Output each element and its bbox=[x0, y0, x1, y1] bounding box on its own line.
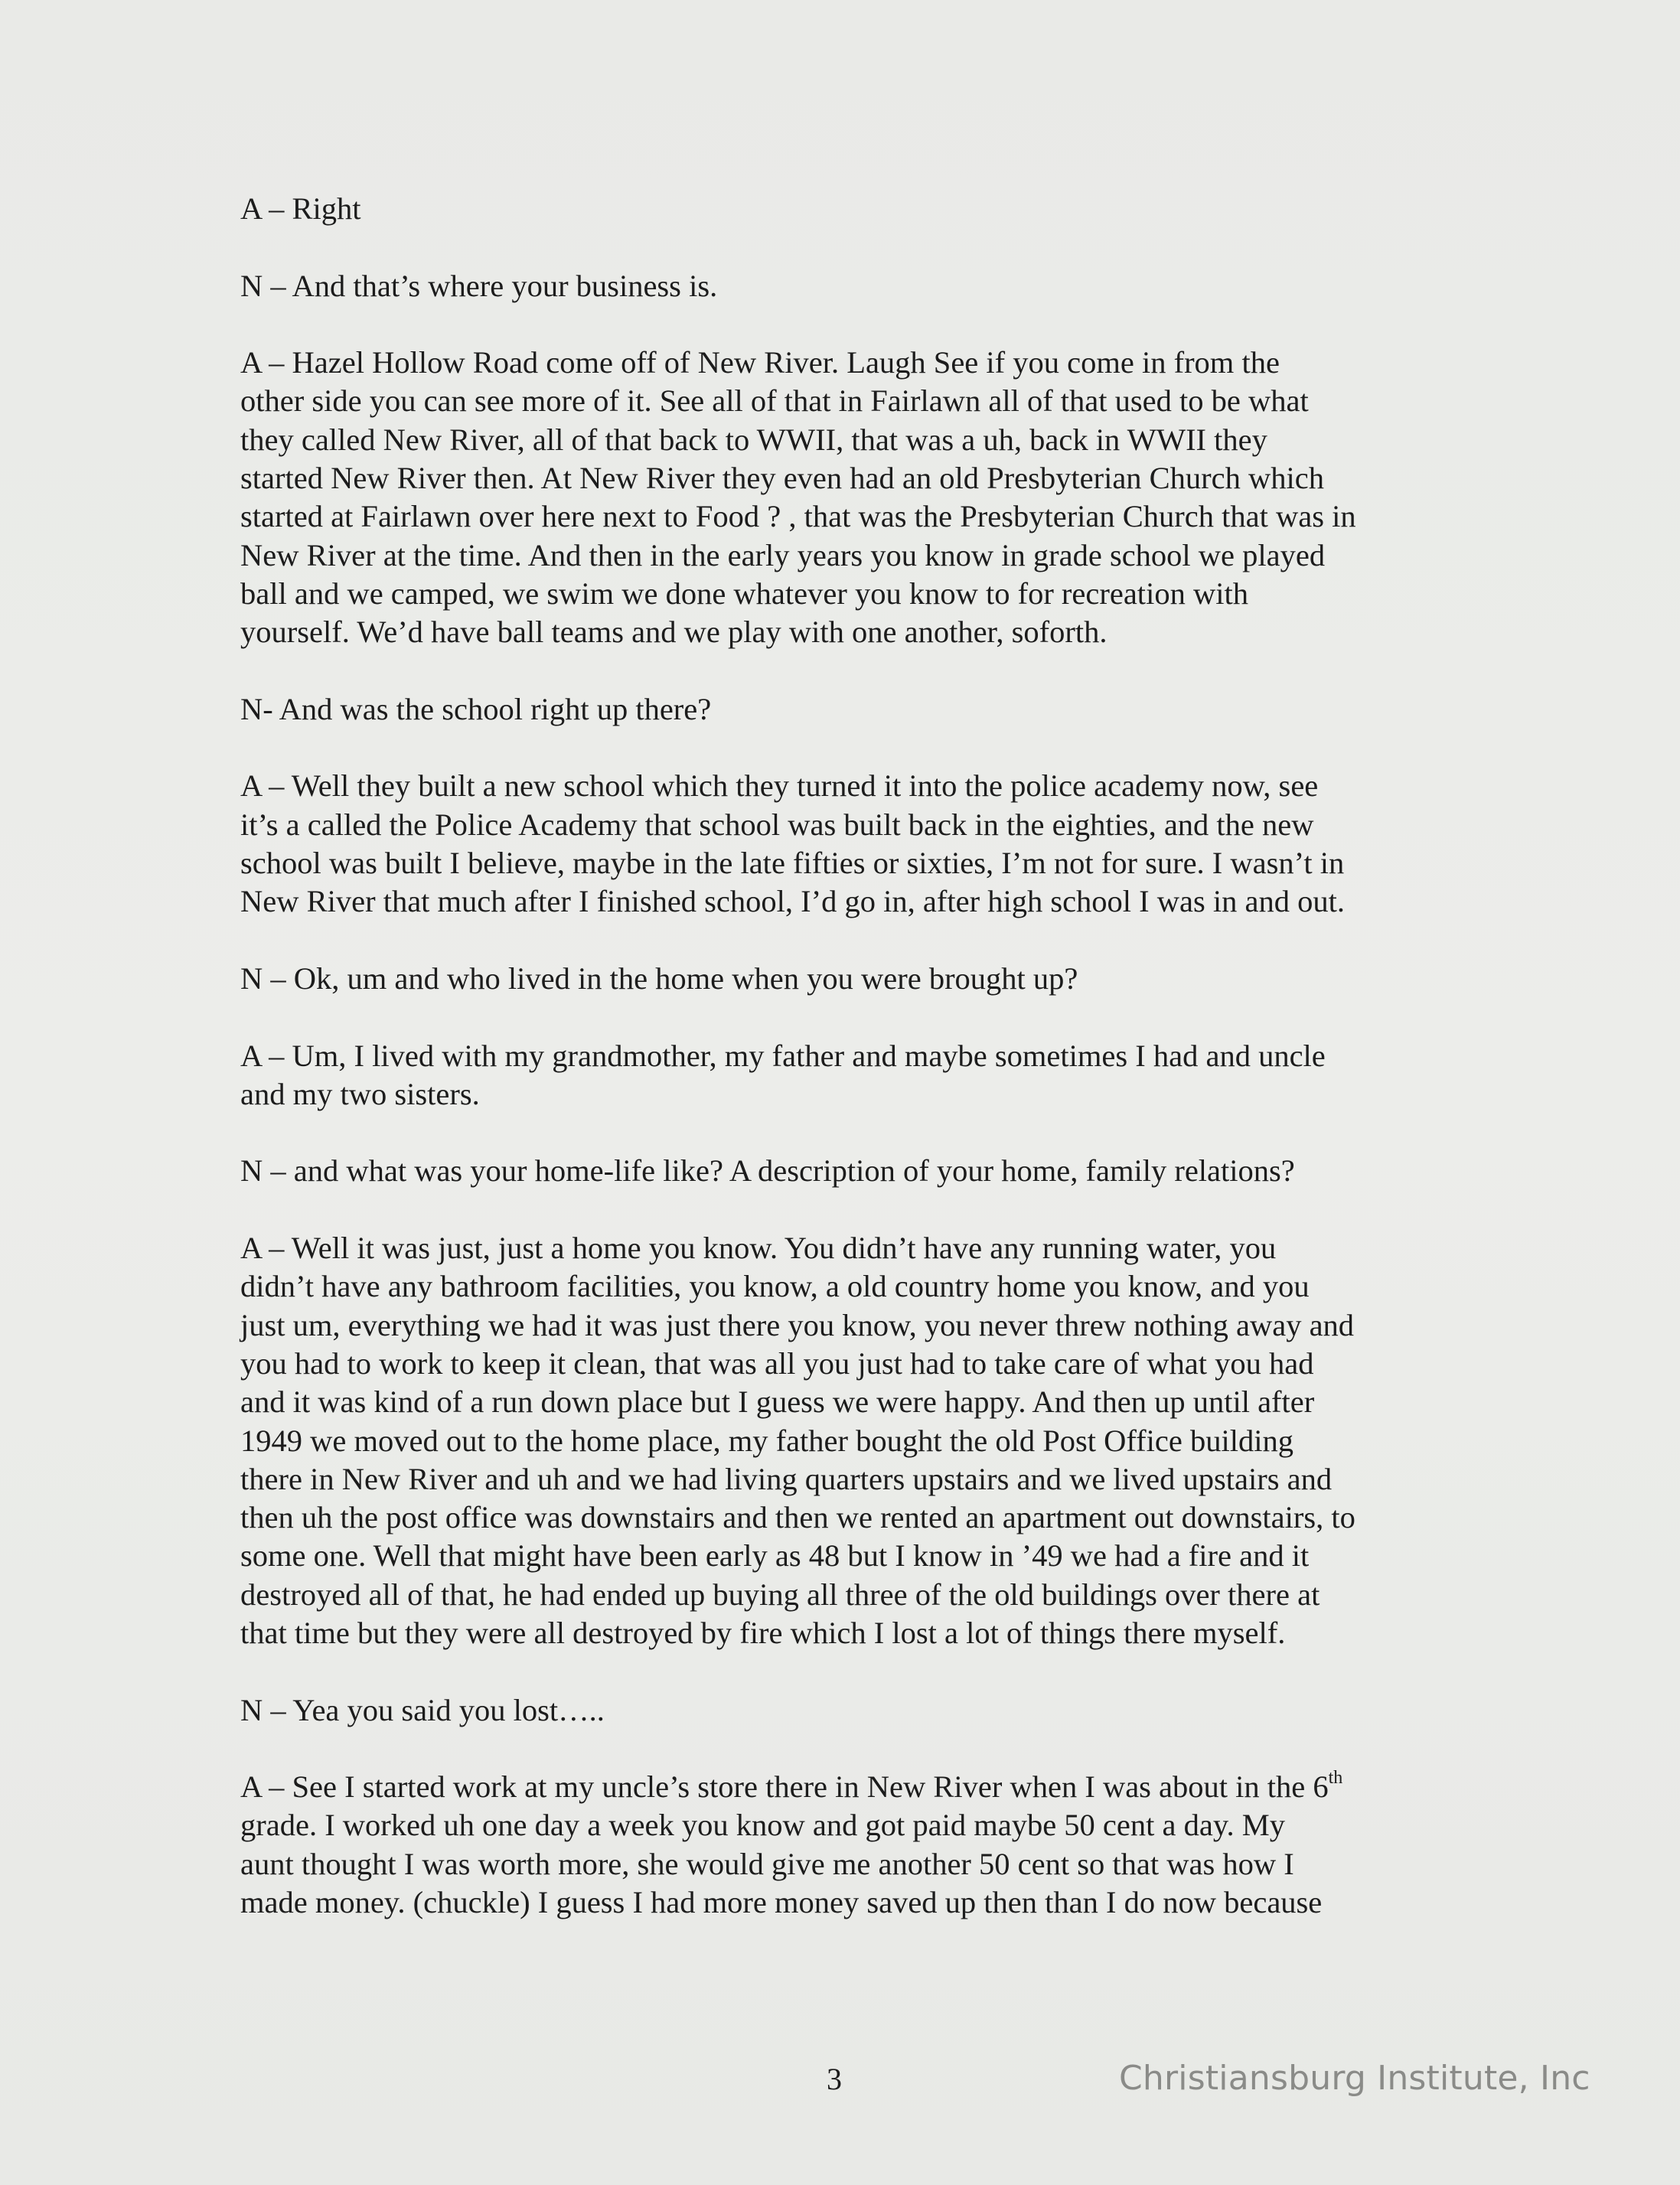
text-line: 1949 we moved out to the home place, my father bought the old Post Office building bbox=[240, 1423, 1293, 1458]
text-line: A – Hazel Hollow Road come off of New River. Laugh See if you come in from the bbox=[240, 345, 1280, 380]
text-line: A – Well they built a new school which they turned it into the police academy now, see bbox=[240, 768, 1319, 804]
transcript-paragraph-1 bbox=[240, 190, 1480, 228]
text-line: they called New River, all of that back to WWII, that was a uh, back in WWII they bbox=[240, 422, 1267, 457]
text-line: started New River then. At New River they even had an old Presbyterian Church which bbox=[240, 461, 1324, 496]
text-line: N – And that’s where your business is. bbox=[240, 268, 718, 303]
interview-transcript bbox=[240, 190, 1480, 1961]
text-line: A – Right bbox=[240, 191, 361, 226]
text-line bbox=[240, 1768, 1480, 1806]
text-line: it’s a called the Police Academy that school was built back in the eighties, and the new bbox=[240, 807, 1314, 842]
transcript-paragraph-3 bbox=[240, 344, 1480, 651]
text-line: N – Ok, um and who lived in the home when you were brought up? bbox=[240, 960, 1078, 996]
text-line: aunt thought I was worth more, she would give me another 50 cent so that was how I bbox=[240, 1846, 1294, 1881]
text-line: you had to work to keep it clean, that was all you just had to take care of what you had bbox=[240, 1345, 1314, 1381]
transcript-paragraph-10 bbox=[240, 1691, 1480, 1730]
watermark-text: Christiansburg Institute, Inc bbox=[1119, 2059, 1590, 2098]
text-line: some one. Well that might have been early as 48 but I know in ’49 we had a fire and it bbox=[240, 1538, 1310, 1574]
transcript-paragraph-9 bbox=[240, 1229, 1480, 1652]
transcript-paragraph-7 bbox=[240, 1037, 1480, 1114]
text-line: N – Yea you said you lost….. bbox=[240, 1692, 605, 1727]
transcript-paragraph-2 bbox=[240, 267, 1480, 305]
transcript-paragraph-5 bbox=[240, 767, 1480, 921]
text-line: then uh the post office was downstairs and then we rented an apartment out downstairs, to bbox=[240, 1500, 1355, 1535]
text-line: started at Fairlawn over here next to Food ? , that was the Presbyterian Church that was in bbox=[240, 499, 1356, 534]
text-line: school was built I believe, maybe in the late fifties or sixties, I’m not for sure. I wasn’t in bbox=[240, 846, 1345, 881]
text-line: just um, everything we had it was just there you know, you never threw nothing away and bbox=[240, 1307, 1355, 1342]
text-line: didn’t have any bathroom facilities, you know, a old country home you know, and you bbox=[240, 1269, 1310, 1304]
transcript-paragraph-11 bbox=[240, 1768, 1480, 1922]
text-line: ball and we camped, we swim we done whatever you know to for recreation with bbox=[240, 576, 1248, 611]
text-line: there in New River and uh and we had living quarters upstairs and we lived upstairs and bbox=[240, 1461, 1333, 1496]
text-line: A – Um, I lived with my grandmother, my father and maybe sometimes I had and uncle bbox=[240, 1038, 1326, 1073]
ordinal-superscript: th bbox=[1328, 1768, 1343, 1789]
text-line: grade. I worked uh one day a week you know and got paid maybe 50 cent a day. My bbox=[240, 1808, 1285, 1843]
text-line: and my two sisters. bbox=[240, 1076, 480, 1111]
transcript-paragraph-8 bbox=[240, 1152, 1480, 1190]
text-line: made money. (chuckle) I guess I had more money saved up then than I do now because bbox=[240, 1885, 1323, 1920]
text-line: other side you can see more of it. See all of that in Fairlawn all of that used to be what bbox=[240, 383, 1309, 419]
text-line: N – and what was your home-life like? A description of your home, family relations? bbox=[240, 1153, 1295, 1189]
text-line-content: A – See I started work at my uncle’s store there in New River when I was about in the 6 bbox=[240, 1769, 1329, 1805]
transcript-paragraph-6 bbox=[240, 960, 1480, 998]
text-line: New River at the time. And then in the early years you know in grade school we played bbox=[240, 537, 1326, 572]
page-number: 3 bbox=[827, 2062, 842, 2096]
text-line: that time but they were all destroyed by fire which I lost a lot of things there myself. bbox=[240, 1615, 1286, 1650]
text-line: yourself. We’d have ball teams and we play with one another, soforth. bbox=[240, 615, 1107, 650]
text-line: New River that much after I finished school, I’d go in, after high school I was in and out. bbox=[240, 884, 1346, 919]
text-line: and it was kind of a run down place but I guess we were happy. And then up until after bbox=[240, 1384, 1315, 1420]
text-line: destroyed all of that, he had ended up buying all three of the old buildings over there at bbox=[240, 1577, 1320, 1612]
transcript-paragraph-4 bbox=[240, 690, 1480, 729]
text-line: A – Well it was just, just a home you know. You didn’t have any running water, you bbox=[240, 1231, 1277, 1266]
text-line: N- And was the school right up there? bbox=[240, 691, 712, 726]
